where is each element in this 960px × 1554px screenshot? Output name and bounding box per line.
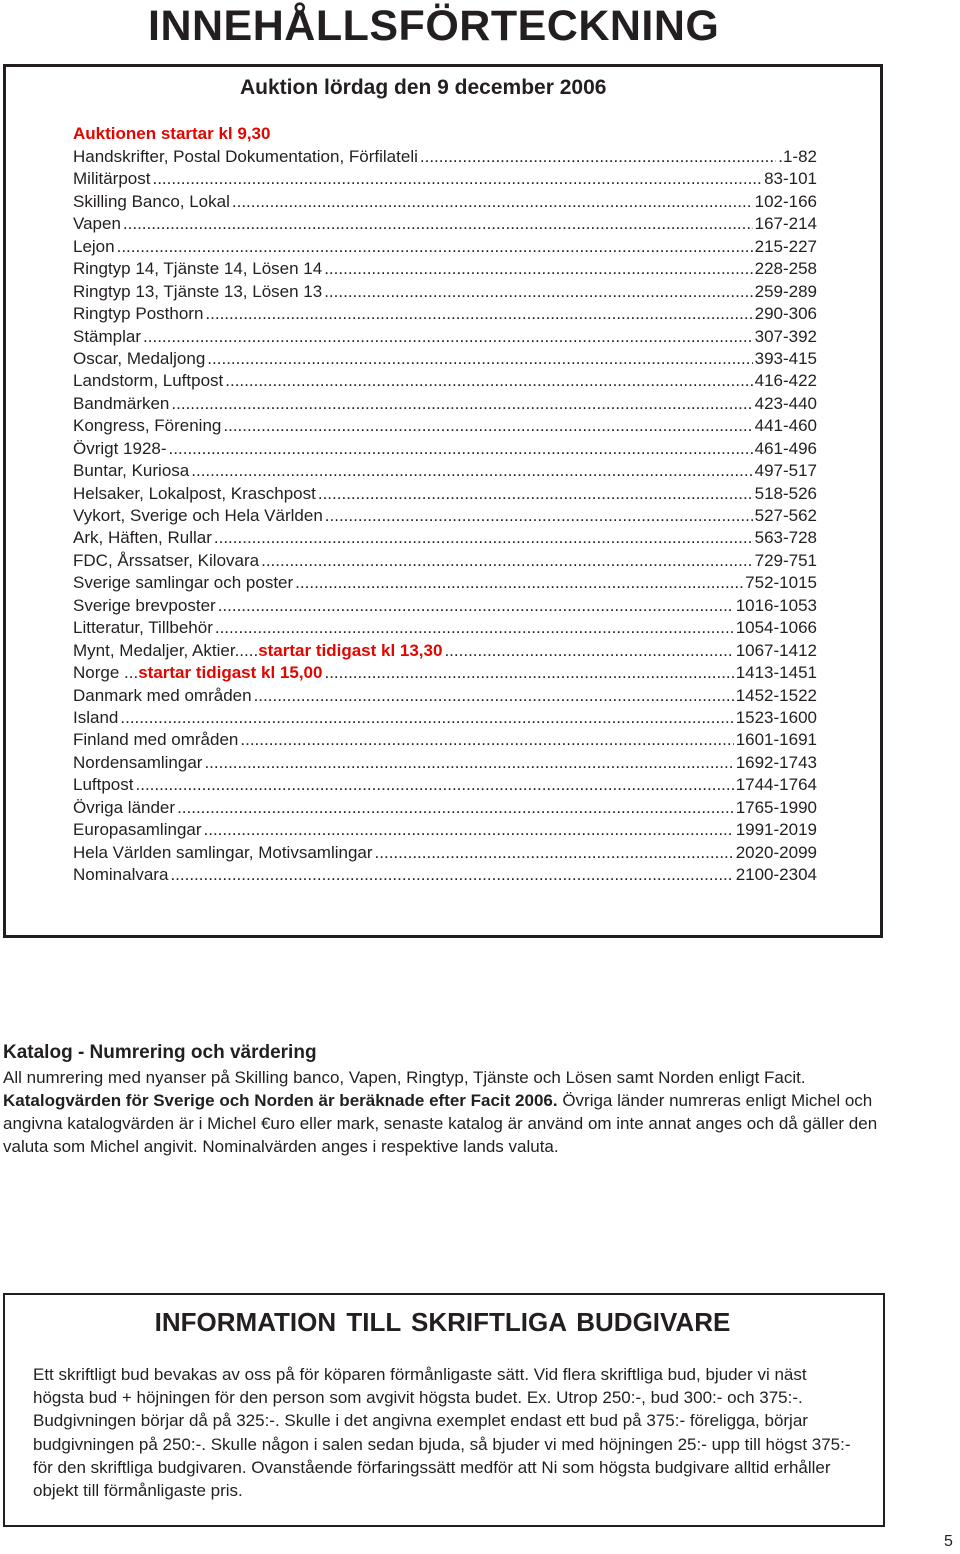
- catalog-title: Katalog - Numrering och värdering: [3, 1042, 317, 1063]
- toc-entry-label: [73, 707, 118, 729]
- toc-entry-label: [73, 191, 230, 213]
- toc-entry-label: [73, 438, 167, 460]
- toc-leader-dots: [444, 640, 733, 662]
- toc-entry-title: Oscar, Medaljong: [73, 348, 206, 368]
- toc-leader-dots: [218, 595, 734, 617]
- toc-leader-dots: [223, 415, 752, 437]
- toc-leader-dots: [295, 572, 743, 594]
- catalog-bold-sentence: Katalogvärden för Sverige och Norden är beräknade efter Facit 2006.: [3, 1091, 558, 1110]
- toc-entry: [73, 797, 817, 819]
- toc-leader-dots: [225, 370, 752, 392]
- toc-leader-dots: [136, 774, 734, 796]
- toc-entry-range: 307-392: [754, 326, 817, 346]
- toc-entry-note: startar tidigast kl 15,00: [138, 663, 323, 683]
- toc-leader-dots: [171, 393, 752, 415]
- toc-leader-dots: [204, 819, 734, 841]
- toc-entry-label: [73, 236, 115, 258]
- toc-entry-label: [73, 168, 150, 190]
- toc-entry: [73, 842, 817, 864]
- toc-entry: [73, 303, 817, 325]
- toc-leader-dots: [169, 438, 753, 460]
- toc-entry: [73, 393, 817, 415]
- toc-leader-dots: [170, 864, 733, 886]
- toc-leader-dots: [143, 326, 753, 348]
- toc-entry-title: Europasamlingar: [73, 820, 202, 840]
- toc-entry-label: [73, 550, 259, 572]
- toc-leader-dots: [120, 707, 733, 729]
- toc-entry: [73, 572, 817, 594]
- toc-entry: [73, 236, 817, 258]
- toc-entry: [73, 527, 817, 549]
- toc-heading: Auktion lördag den 9 december 2006: [240, 76, 607, 99]
- toc-leader-dots: [152, 168, 762, 190]
- toc-entry-title: Hela Världen samlingar, Motivsamlingar: [73, 842, 373, 862]
- toc-leader-dots: [420, 146, 776, 168]
- toc-entry-label: [73, 460, 189, 482]
- toc-entry-title: Militärpost: [73, 169, 151, 189]
- toc-entry-range: 290-306: [754, 304, 817, 324]
- toc-entry-label: [73, 572, 293, 594]
- toc-entry-title: Mynt, Medaljer, Aktier.....: [73, 640, 259, 660]
- toc-entry-title: Bandmärken: [73, 393, 170, 413]
- toc-entry-title: Norge ...: [73, 663, 139, 683]
- toc-entry: [73, 774, 817, 796]
- info-title: INFORMATION TILL SKRIFTLIGA BUDGIVARE: [154, 1307, 731, 1337]
- toc-entry: [73, 460, 817, 482]
- toc-entry: [73, 213, 817, 235]
- toc-entry-label: [73, 842, 373, 864]
- toc-leader-dots: [117, 236, 753, 258]
- toc-entry-label: [73, 281, 322, 303]
- toc-entry-label: [73, 729, 238, 751]
- toc-entry: [73, 348, 817, 370]
- toc-entry: [73, 370, 817, 392]
- info-text: Ett skriftligt bud bevakas av oss på för köparen förmånligaste sätt. Vid flera skriftliga bud, bjuder vi näst högsta bud + höjningen för den person som avgivit högsta budet. Ex. Utrop 250:-, bud 300:- och 375:-. Budgivningen börjar då på 325:-. Skulle i det angivna exemplet endast ett bud på 375:- föreligga, börjar budgivningen på 250:-. Skulle någon i salen sedan bjuda, så bjuder vi med höjningen 25:- upp till högst 375:- för den skriftliga budgivaren. Ovanstående förfaringssätt medför att Ni som högsta budgivare alltid erhåller objekt till förmånligaste pris.: [33, 1365, 851, 1501]
- toc-entry-range: 416-422: [754, 371, 817, 391]
- toc-entry-range: 102-166: [754, 191, 817, 211]
- catalog-rest: Övriga länder numreras enligt Michel och angivna katalogvärden är i Michel €uro eller mark, senaste katalog är använd om inte annat anges och då gäller den valuta som Michel angivit. Nominalvärden anges i respektive lands valuta.: [3, 1091, 878, 1156]
- toc-entry-range: 1601-1691: [735, 730, 817, 750]
- toc-entry: [73, 258, 817, 280]
- toc-entry-title: Litteratur, Tillbehör: [73, 618, 213, 638]
- toc-entry: [73, 438, 817, 460]
- toc-entry-title: Buntar, Kuriosa: [73, 461, 190, 481]
- toc-entry-title: Stämplar: [73, 326, 142, 346]
- toc-leader-dots: [207, 348, 752, 370]
- catalog-text: [3, 1066, 888, 1158]
- toc-entry-title: Landstorm, Luftpost: [73, 371, 224, 391]
- toc-entry-range: .1-82: [778, 147, 817, 166]
- toc-entry-label: [73, 595, 216, 617]
- toc-entry-range: 1765-1990: [735, 797, 817, 817]
- toc-entry-label: [73, 258, 322, 280]
- toc-entry-title: Danmark med områden: [73, 685, 252, 705]
- toc-entry-range: 83-101: [764, 169, 817, 189]
- page-title: INNEHÅLLSFÖRTECKNING: [148, 2, 720, 50]
- toc-leader-dots: [324, 662, 733, 684]
- toc-leader-dots: [177, 797, 734, 819]
- toc-entry-range: 423-440: [754, 393, 817, 413]
- toc-entry: [73, 617, 817, 639]
- toc-entry-title: Övrigt 1928-: [73, 438, 167, 458]
- toc-entry-range: 527-562: [754, 506, 817, 525]
- toc-entry-range: 497-517: [754, 461, 817, 481]
- toc-entry-range: 1692-1743: [735, 752, 817, 772]
- toc-entry: [73, 550, 817, 572]
- toc-entry: [73, 819, 817, 841]
- toc-entry: [73, 281, 817, 303]
- toc-entry-title: Sverige samlingar och poster: [73, 573, 294, 593]
- toc-entry-range: 1413-1451: [735, 663, 817, 683]
- toc-entry: [73, 729, 817, 751]
- toc-entry: [73, 146, 817, 168]
- toc-entry-label: [73, 617, 213, 639]
- toc-entry: [73, 505, 817, 527]
- toc-entry-title: Ringtyp 13, Tjänste 13, Lösen 13: [73, 281, 323, 301]
- toc-entry-label: [73, 303, 203, 325]
- toc-entry-range: 2100-2304: [735, 865, 817, 884]
- toc-entry-range: 215-227: [754, 236, 817, 256]
- toc-list: [73, 146, 817, 886]
- toc-entry: [73, 640, 817, 662]
- toc-entry-label: [73, 483, 316, 505]
- toc-entry-title: Skilling Banco, Lokal: [73, 191, 230, 211]
- toc-entry-label: [73, 505, 323, 527]
- page-number: 5: [944, 1533, 953, 1550]
- toc-entry-label: [73, 752, 202, 774]
- toc-entry-range: 1523-1600: [735, 707, 817, 727]
- toc-entry: [73, 326, 817, 348]
- toc-entry-label: [73, 370, 223, 392]
- toc-entry-title: Vapen: [73, 214, 121, 234]
- toc-entry-title: Nominalvara: [73, 865, 169, 884]
- toc-entry-range: 563-728: [754, 528, 817, 548]
- toc-leader-dots: [324, 258, 752, 280]
- toc-leader-dots: [204, 752, 733, 774]
- toc-entry-title: Sverige brevposter: [73, 595, 216, 615]
- toc-leader-dots: [232, 191, 753, 213]
- toc-entry: [73, 752, 817, 774]
- catalog-section: [3, 1041, 888, 1158]
- toc-entry-range: 441-460: [754, 416, 817, 436]
- toc-entry-label: [73, 415, 221, 437]
- toc-entry-label: [73, 797, 175, 819]
- toc-entry: [73, 685, 817, 707]
- toc-entry: [73, 707, 817, 729]
- toc-leader-dots: [240, 729, 733, 751]
- toc-entry: [73, 483, 817, 505]
- toc-entry: [73, 191, 817, 213]
- toc-entry-range: 393-415: [754, 348, 817, 368]
- toc-entry-title: Ringtyp Posthorn: [73, 304, 204, 324]
- toc-entry-range: 461-496: [754, 438, 817, 458]
- toc-entry-range: 259-289: [754, 281, 817, 301]
- toc-entry-title: Övriga länder: [73, 797, 176, 817]
- toc-entry-title: Lejon: [73, 236, 115, 256]
- toc-entry-label: [73, 213, 121, 235]
- toc-entry-title: Island: [73, 707, 119, 727]
- toc-leader-dots: [375, 842, 734, 864]
- toc-entry-title: Vykort, Sverige och Hela Världen: [73, 506, 323, 525]
- toc-entry-range: 1067-1412: [735, 640, 817, 660]
- toc-entry-range: 518-526: [754, 483, 817, 503]
- toc-entry-range: 1991-2019: [735, 820, 817, 840]
- toc-entry-label: [73, 662, 322, 684]
- toc-entry-label: [73, 326, 141, 348]
- toc-leader-dots: [325, 505, 753, 527]
- toc-entry-label: [73, 685, 252, 707]
- toc-entry-range: 1054-1066: [735, 618, 817, 638]
- toc-entry-range: 2020-2099: [735, 842, 817, 862]
- toc-entry-title: Nordensamlingar: [73, 752, 203, 772]
- toc-entry: [73, 662, 817, 684]
- toc-entry-title: Helsaker, Lokalpost, Kraschpost: [73, 483, 316, 503]
- catalog-line-1: All numrering med nyanser på Skilling banco, Vapen, Ringtyp, Tjänste och Lösen samt Norden enligt Facit.: [3, 1068, 806, 1087]
- toc-entry-title: Finland med områden: [73, 730, 239, 750]
- toc-entry-title: Luftpost: [73, 775, 134, 795]
- toc-entry-label: [73, 864, 168, 886]
- toc-entry-label: [73, 774, 134, 796]
- toc-entry-range: 729-751: [754, 550, 817, 570]
- toc-entry-title: Ark, Häften, Rullar: [73, 528, 212, 548]
- toc-entry-label: [73, 527, 212, 549]
- toc-leader-dots: [123, 213, 753, 235]
- toc-entry-range: 1452-1522: [735, 685, 817, 705]
- toc-leader-dots: [214, 527, 753, 549]
- toc-entry: [73, 168, 817, 190]
- auction-start-time: Auktionen startar kl 9,30: [73, 124, 271, 143]
- toc-entry-label: [73, 640, 442, 662]
- toc-entry-range: 228-258: [754, 259, 817, 279]
- toc-entry-range: 1744-1764: [735, 775, 817, 795]
- toc-entry-title: Kongress, Förening: [73, 416, 222, 436]
- toc-entry-label: [73, 819, 202, 841]
- toc-entry-note: startar tidigast kl 13,30: [258, 640, 443, 660]
- toc-entry: [73, 595, 817, 617]
- toc-entry-range: 1016-1053: [735, 595, 817, 615]
- toc-leader-dots: [254, 685, 734, 707]
- toc-entry-range: 752-1015: [745, 573, 817, 593]
- toc-entry-label: [73, 146, 418, 168]
- toc-entry-range: 167-214: [754, 214, 817, 234]
- toc-leader-dots: [191, 460, 752, 482]
- toc-leader-dots: [261, 550, 753, 572]
- toc-entry: [73, 864, 817, 886]
- toc-leader-dots: [205, 303, 752, 325]
- toc-entry-title: Ringtyp 14, Tjänste 14, Lösen 14: [73, 259, 323, 279]
- toc-entry-title: FDC, Årssatser, Kilovara: [73, 550, 260, 570]
- toc-entry-title: Handskrifter, Postal Dokumentation, Förfilateli: [73, 147, 418, 166]
- toc-leader-dots: [318, 483, 753, 505]
- toc-entry-label: [73, 393, 169, 415]
- toc-entry: [73, 415, 817, 437]
- toc-leader-dots: [324, 281, 752, 303]
- toc-entry-label: [73, 348, 205, 370]
- toc-leader-dots: [215, 617, 734, 639]
